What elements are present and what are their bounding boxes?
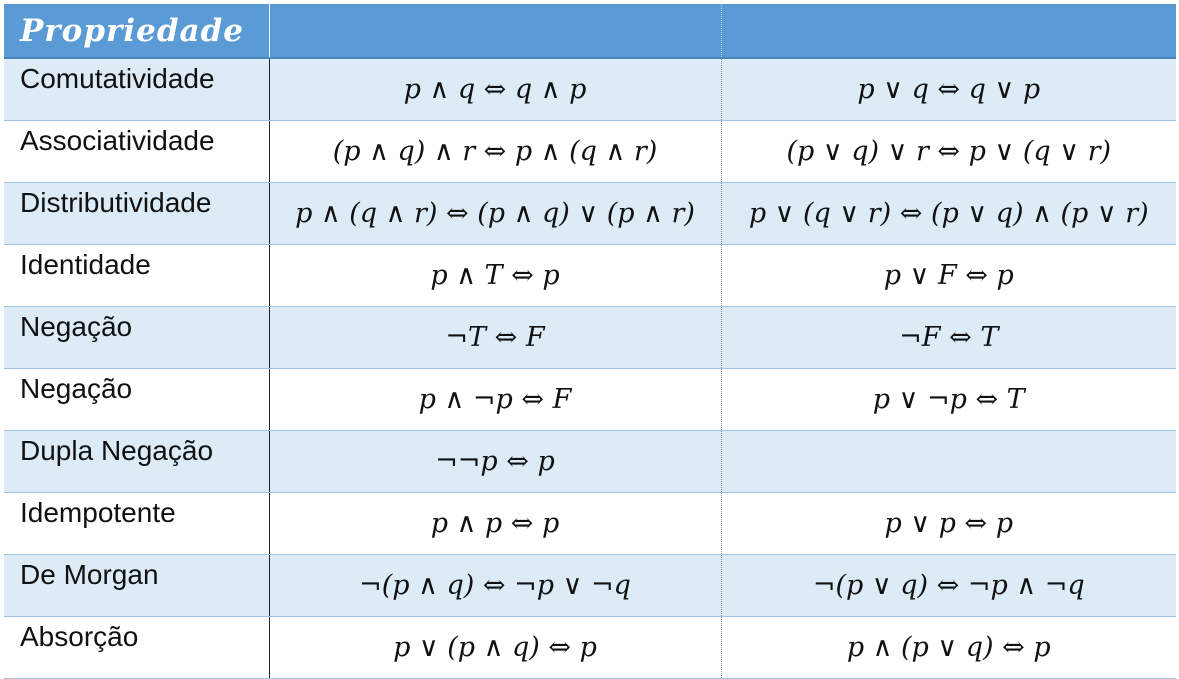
property-name-cell: De Morgan: [4, 555, 269, 617]
conjunction-formula-cell: p ∧ q ⇔ q ∧ p: [269, 58, 721, 121]
conjunction-formula-cell: (p ∧ q) ∧ r ⇔ p ∧ (q ∧ r): [269, 121, 721, 183]
table-row: [4, 431, 1176, 493]
header-row: [4, 4, 1176, 58]
header-title: Propriedade: [20, 12, 244, 49]
conjunction-formula-cell: p ∧ T ⇔ p: [269, 245, 721, 307]
disjunction-formula-cell: p ∨ ¬p ⇔ T: [721, 369, 1176, 431]
table-row: [4, 369, 1176, 431]
table-row: [4, 58, 1176, 121]
table-row: [4, 245, 1176, 307]
property-name-cell: Distributividade: [4, 183, 269, 245]
disjunction-formula-cell: ¬(p ∨ q) ⇔ ¬p ∧ ¬q: [721, 555, 1176, 617]
property-name-cell: Negação: [4, 307, 269, 369]
table-row: [4, 121, 1176, 183]
property-name-cell: Idempotente: [4, 493, 269, 555]
disjunction-formula-cell: p ∨ F ⇔ p: [721, 245, 1176, 307]
properties-table: [4, 4, 1176, 679]
disjunction-formula-cell: [721, 431, 1176, 493]
table-row: [4, 183, 1176, 245]
header-cell-or: [721, 4, 1176, 58]
disjunction-formula-cell: p ∧ (p ∨ q) ⇔ p: [721, 617, 1176, 679]
conjunction-formula-cell: p ∧ (q ∧ r) ⇔ (p ∧ q) ∨ (p ∧ r): [269, 183, 721, 245]
property-name-cell: Dupla Negação: [4, 431, 269, 493]
property-name-cell: Identidade: [4, 245, 269, 307]
property-name-cell: Absorção: [4, 617, 269, 679]
disjunction-formula-cell: (p ∨ q) ∨ r ⇔ p ∨ (q ∨ r): [721, 121, 1176, 183]
conjunction-formula-cell: p ∨ (p ∧ q) ⇔ p: [269, 617, 721, 679]
table-row: [4, 493, 1176, 555]
conjunction-formula-cell: p ∧ p ⇔ p: [269, 493, 721, 555]
conjunction-formula-cell: ¬(p ∧ q) ⇔ ¬p ∨ ¬q: [269, 555, 721, 617]
header-cell-and: [269, 4, 721, 58]
property-name-cell: Comutatividade: [4, 58, 269, 121]
conjunction-formula-cell: ¬¬p ⇔ p: [269, 431, 721, 493]
header-cell-property: [4, 4, 269, 58]
property-name-cell: Associatividade: [4, 121, 269, 183]
disjunction-formula-cell: p ∨ p ⇔ p: [721, 493, 1176, 555]
property-name-cell: Negação: [4, 369, 269, 431]
conjunction-formula-cell: ¬T ⇔ F: [269, 307, 721, 369]
disjunction-formula-cell: ¬F ⇔ T: [721, 307, 1176, 369]
table-row: [4, 617, 1176, 679]
properties-table-body: [4, 4, 1176, 679]
disjunction-formula-cell: p ∨ q ⇔ q ∨ p: [721, 58, 1176, 121]
disjunction-formula-cell: p ∨ (q ∨ r) ⇔ (p ∨ q) ∧ (p ∨ r): [721, 183, 1176, 245]
table-row: [4, 555, 1176, 617]
table-row: [4, 307, 1176, 369]
conjunction-formula-cell: p ∧ ¬p ⇔ F: [269, 369, 721, 431]
